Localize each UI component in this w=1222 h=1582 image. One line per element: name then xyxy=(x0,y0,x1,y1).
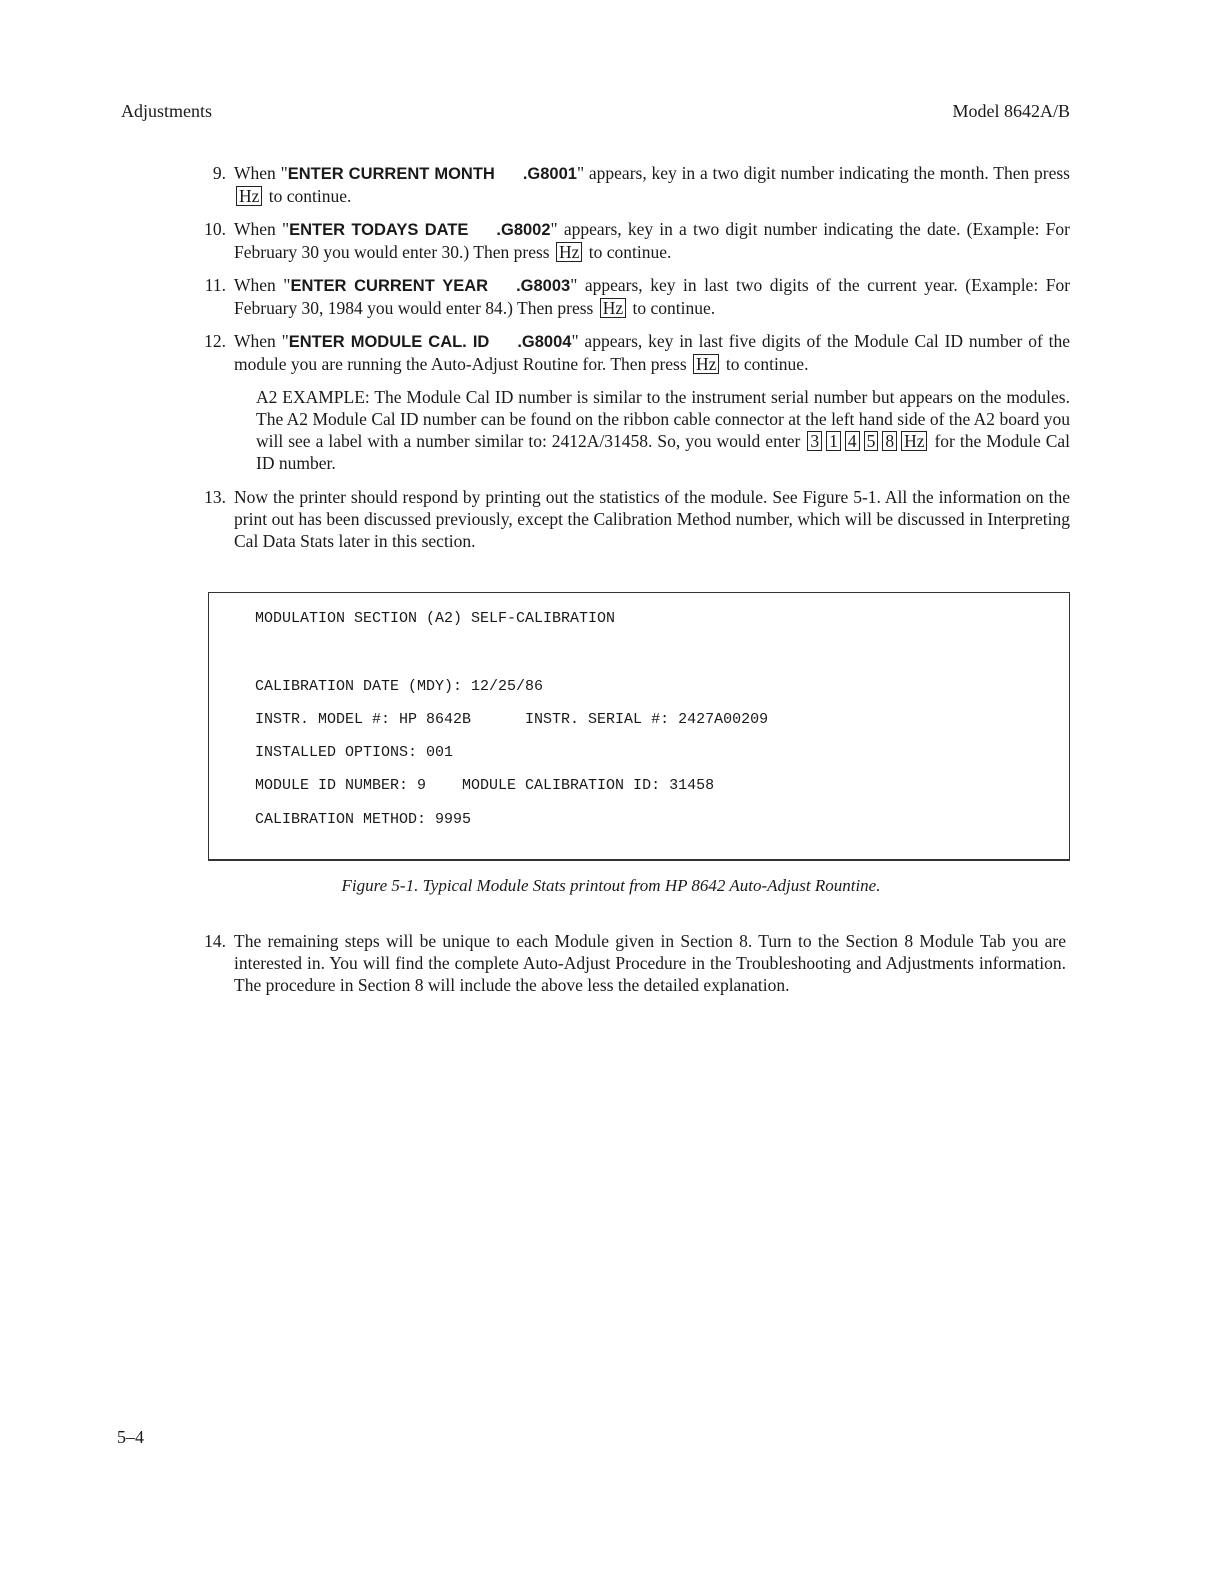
step-number: 11. xyxy=(204,275,226,295)
prompt-code: .G8004 xyxy=(517,333,572,351)
prompt-code: .G8002 xyxy=(496,221,551,239)
prompt-code: .G8003 xyxy=(516,277,571,295)
printout-line: INSTR. MODEL #: HP 8642B INSTR. SERIAL #: 2427A00209 xyxy=(255,711,769,728)
a2-example xyxy=(256,386,1070,474)
step-text-post: to continue. xyxy=(588,242,672,262)
step-text: " appears, key in last five digits of the Module Cal ID number of the module you are running the Auto-Adjust Routine for. Then press xyxy=(234,331,1070,374)
step-11 xyxy=(200,274,1070,319)
figure-5-1-printout xyxy=(208,592,1070,861)
step-text-pre: When " xyxy=(234,163,288,183)
step-10 xyxy=(200,218,1070,263)
step-text-post: to continue. xyxy=(725,354,809,374)
hz-key: Hz xyxy=(236,186,262,206)
step-text-pre: When " xyxy=(234,275,291,295)
step-12 xyxy=(200,330,1070,375)
prompt-text: ENTER CURRENT MONTH xyxy=(287,165,495,183)
prompt-text: ENTER TODAYS DATE xyxy=(289,221,469,239)
hz-key: Hz xyxy=(556,242,582,262)
key-1: 1 xyxy=(826,431,841,451)
step-9 xyxy=(200,162,1070,207)
step-number: 13. xyxy=(204,487,226,507)
figure-caption: Figure 5-1. Typical Module Stats printout from HP 8642 Auto-Adjust Rountine. xyxy=(341,876,881,895)
prompt-text: ENTER CURRENT YEAR xyxy=(290,277,489,295)
prompt-code: .G8001 xyxy=(522,165,577,183)
step-text-post: to continue. xyxy=(268,186,352,206)
key-5: 5 xyxy=(864,431,879,451)
step-14-body xyxy=(200,930,1066,996)
step-text-pre: When " xyxy=(234,331,289,351)
running-header-right: Model 8642A/B xyxy=(952,101,1070,121)
prompt-text: ENTER MODULE CAL. ID xyxy=(288,333,490,351)
step-text-post: to continue. xyxy=(632,298,716,318)
printout-line: MODULATION SECTION (A2) SELF-CALIBRATION xyxy=(255,610,616,627)
step-text: " appears, key in a two digit number indicating the date. (Example: For February 30 you would enter 30.) Then press xyxy=(234,219,1070,262)
step-number: 9. xyxy=(212,163,226,183)
step-13 xyxy=(200,486,1070,552)
printout-line: CALIBRATION DATE (MDY): 12/25/86 xyxy=(255,678,544,695)
step-text: The remaining steps will be unique to each Module given in Section 8. Turn to the Section 8 Module Tab you are interested in. You will find the complete Auto-Adjust Procedure in the Troubleshooting and Adjustments information. The procedure in Section 8 will include the above less the detailed explanation. xyxy=(234,931,1066,995)
example-text: A2 EXAMPLE: The Module Cal ID number is similar to the instrument serial number but appears on the modules. The A2 Module Cal ID number can be found on the ribbon cable connector at the left hand side of the A2 board you will see a label with a number similar to: 2412A/31458. So, you would enter xyxy=(256,387,1070,451)
step-text: " appears, key in last two digits of the current year. (Example: For February 30, 1984 you would enter 84.) Then press xyxy=(234,275,1071,318)
key-3: 3 xyxy=(807,431,822,451)
hz-key: Hz xyxy=(901,431,927,451)
step-text-pre: When " xyxy=(234,219,290,239)
hz-key: Hz xyxy=(693,354,719,374)
running-header-left: Adjustments xyxy=(121,101,213,121)
hz-key: Hz xyxy=(600,298,626,318)
example-text-post: for the Module Cal ID number. xyxy=(256,431,1071,473)
step-text: " appears, key in a two digit number indicating the month. Then press xyxy=(576,163,1070,183)
step-number: 10. xyxy=(204,219,226,239)
page-number: 5–4 xyxy=(117,1427,144,1447)
step-number: 14. xyxy=(204,931,226,951)
step-number: 12. xyxy=(204,331,226,351)
printout-line: INSTALLED OPTIONS: 001 xyxy=(255,744,454,761)
printout-line: MODULE ID NUMBER: 9 MODULE CALIBRATION ID: 31458 xyxy=(255,777,715,794)
step-text: Now the printer should respond by printing out the statistics of the module. See Figure 5-1. All the information on the print out has been discussed previously, except the Calibration Method number, which will be discussed in Interpreting Cal Data Stats later in this section. xyxy=(234,487,1070,551)
step-14 xyxy=(200,930,1066,996)
printout-line: CALIBRATION METHOD: 9995 xyxy=(255,811,472,828)
procedure-steps xyxy=(200,162,1070,563)
key-4: 4 xyxy=(845,431,860,451)
key-8: 8 xyxy=(882,431,897,451)
